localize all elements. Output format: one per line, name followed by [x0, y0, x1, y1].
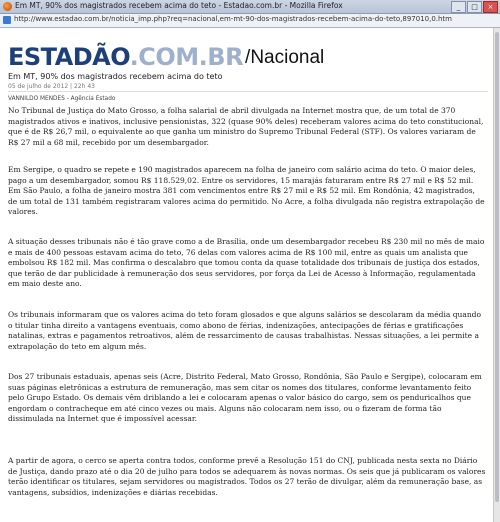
page-content [0, 28, 494, 522]
article-author: VANNILDO MENDES - Agência Estado [8, 96, 116, 102]
section-title: /Nacional [245, 47, 325, 68]
site-icon [3, 16, 11, 24]
article-title: Em MT, 90% dos magistrados recebem acima do teto [8, 72, 223, 81]
article-paragraph: Dos 27 tribunais estaduais, apenas seis (Acre, Distrito Federal, Mato Grosso, Rondônia, São Paulo e Sergipe), colocaram em suas páginas eletrônicas a estrutura de remuneração, mas sem citar os nomes dos titulares, conforme levantamento feito pelo Grupo Estado. Os demais vêm driblando a lei e colocaram apenas o valor básico do cargo, sem os penduricalhos que engordam o contracheque em até cinco vezes ou mais. Alguns não colocaram nem isso, ou o fizeram de forma tão dissimulada na Internet que é impossível acessar. [8, 372, 482, 423]
logo-brand-main: ESTADÃO [8, 43, 130, 71]
article-paragraph: A partir de agora, o cerco se aperta contra todos, conforme prevê a Resolução 151 do CNJ, publicada nesta sexta no Diário de Justiça, dando prazo até o dia 20 de julho para todos se adequarem às novas normas. Os seis que já publicaram os valores terão identificar os titulares, sejam servidores ou magistrados. Todos os 27 terão de divulgar, além da remuneração base, as vantagens, subsídios, indenizações e diárias recebidas. [8, 456, 486, 497]
address-bar[interactable] [0, 14, 500, 28]
logo-brand-domain: .COM.BR [129, 43, 244, 71]
window-titlebar [0, 0, 500, 14]
site-header [8, 42, 324, 70]
maximize-button[interactable]: □ [467, 1, 482, 13]
scrollbar-thumb[interactable] [495, 32, 499, 502]
divider [8, 91, 488, 92]
article-paragraph: Os tribunais informaram que os valores acima do teto foram glosados e que alguns salários se descolaram da média quando o titular tinha direito a vantagens eventuais, como abono de férias, indenizações, antecipações de férias e gratificações natalinas, extras e pagamentos retroativos, além de ressarcimento de causas trabalhistas. Nessas situações, a lei permite a extrapolação do teto em algum mês. [8, 310, 481, 351]
firefox-icon [3, 2, 12, 11]
article-paragraph: No Tribunal de Justiça do Mato Grosso, a folha salarial de abril divulgada na Internet mostra que, de um total de 370 magistrados ativos e inativos, inclusive pensionistas, 322 (quase 90% deles) receberam valores acima do teto constitucional, que é de R$ 26,7 mil, o equivalente ao que ganha um ministro do Supremo Tribunal Federal (STF). Os valores variaram de R$ 27 mil a 68 mil, recebido por um desembargador. [8, 106, 484, 147]
url-text[interactable]: http://www.estadao.com.br/noticia_imp.php?req=nacional,em-mt-90-dos-magistrados-recebem-acima-do-teto,897010,0.htm [14, 15, 452, 23]
minimize-button[interactable]: _ [451, 1, 466, 13]
estadao-logo[interactable] [8, 44, 243, 70]
vertical-scrollbar[interactable] [493, 28, 500, 522]
article-date: 05 de julho de 2012 | 22h 43 [8, 83, 95, 90]
window-title: Em MT, 90% dos magistrados recebem acima do teto - Estadao.com.br - Mozilla Firefox [15, 1, 343, 10]
article-paragraph: A situação desses tribunais não é tão grave como a de Brasília, onde um desembargador recebeu R$ 230 mil no mês de maio e mais de 400 pessoas estavam acima do teto, 76 delas com valores acima de R$ 100 mil, entre as quais um analista que embolsou R$ 182 mil. Mas confirma o descalabro que tomou conta da quase totalidade dos tribunais de justiça dos estados, que terão de dar publicidade à remuneração dos seus servidores, por força da Lei de Acesso à Informação, regulamentada em maio deste ano. [8, 237, 485, 288]
close-button[interactable]: × [483, 1, 498, 13]
article-paragraph: Em Sergipe, o quadro se repete e 190 magistrados aparecem na folha de janeiro com salário acima do teto. O maior deles, pago a um desembargador, somou R$ 118.529,02. Entre os servidores, 15 marajás faturaram entre R$ 27 mil e R$ 52 mil. Em São Paulo, a folha de janeiro mostra 381 com vencimentos entre R$ 27 mil e R$ 52 mil. Em Rondônia, 42 magistrados, de um total de 131 também registraram valores acima do permitido. No Acre, a folha divulgada não registra extrapolação de valores. [8, 165, 485, 216]
window-controls [451, 1, 498, 13]
